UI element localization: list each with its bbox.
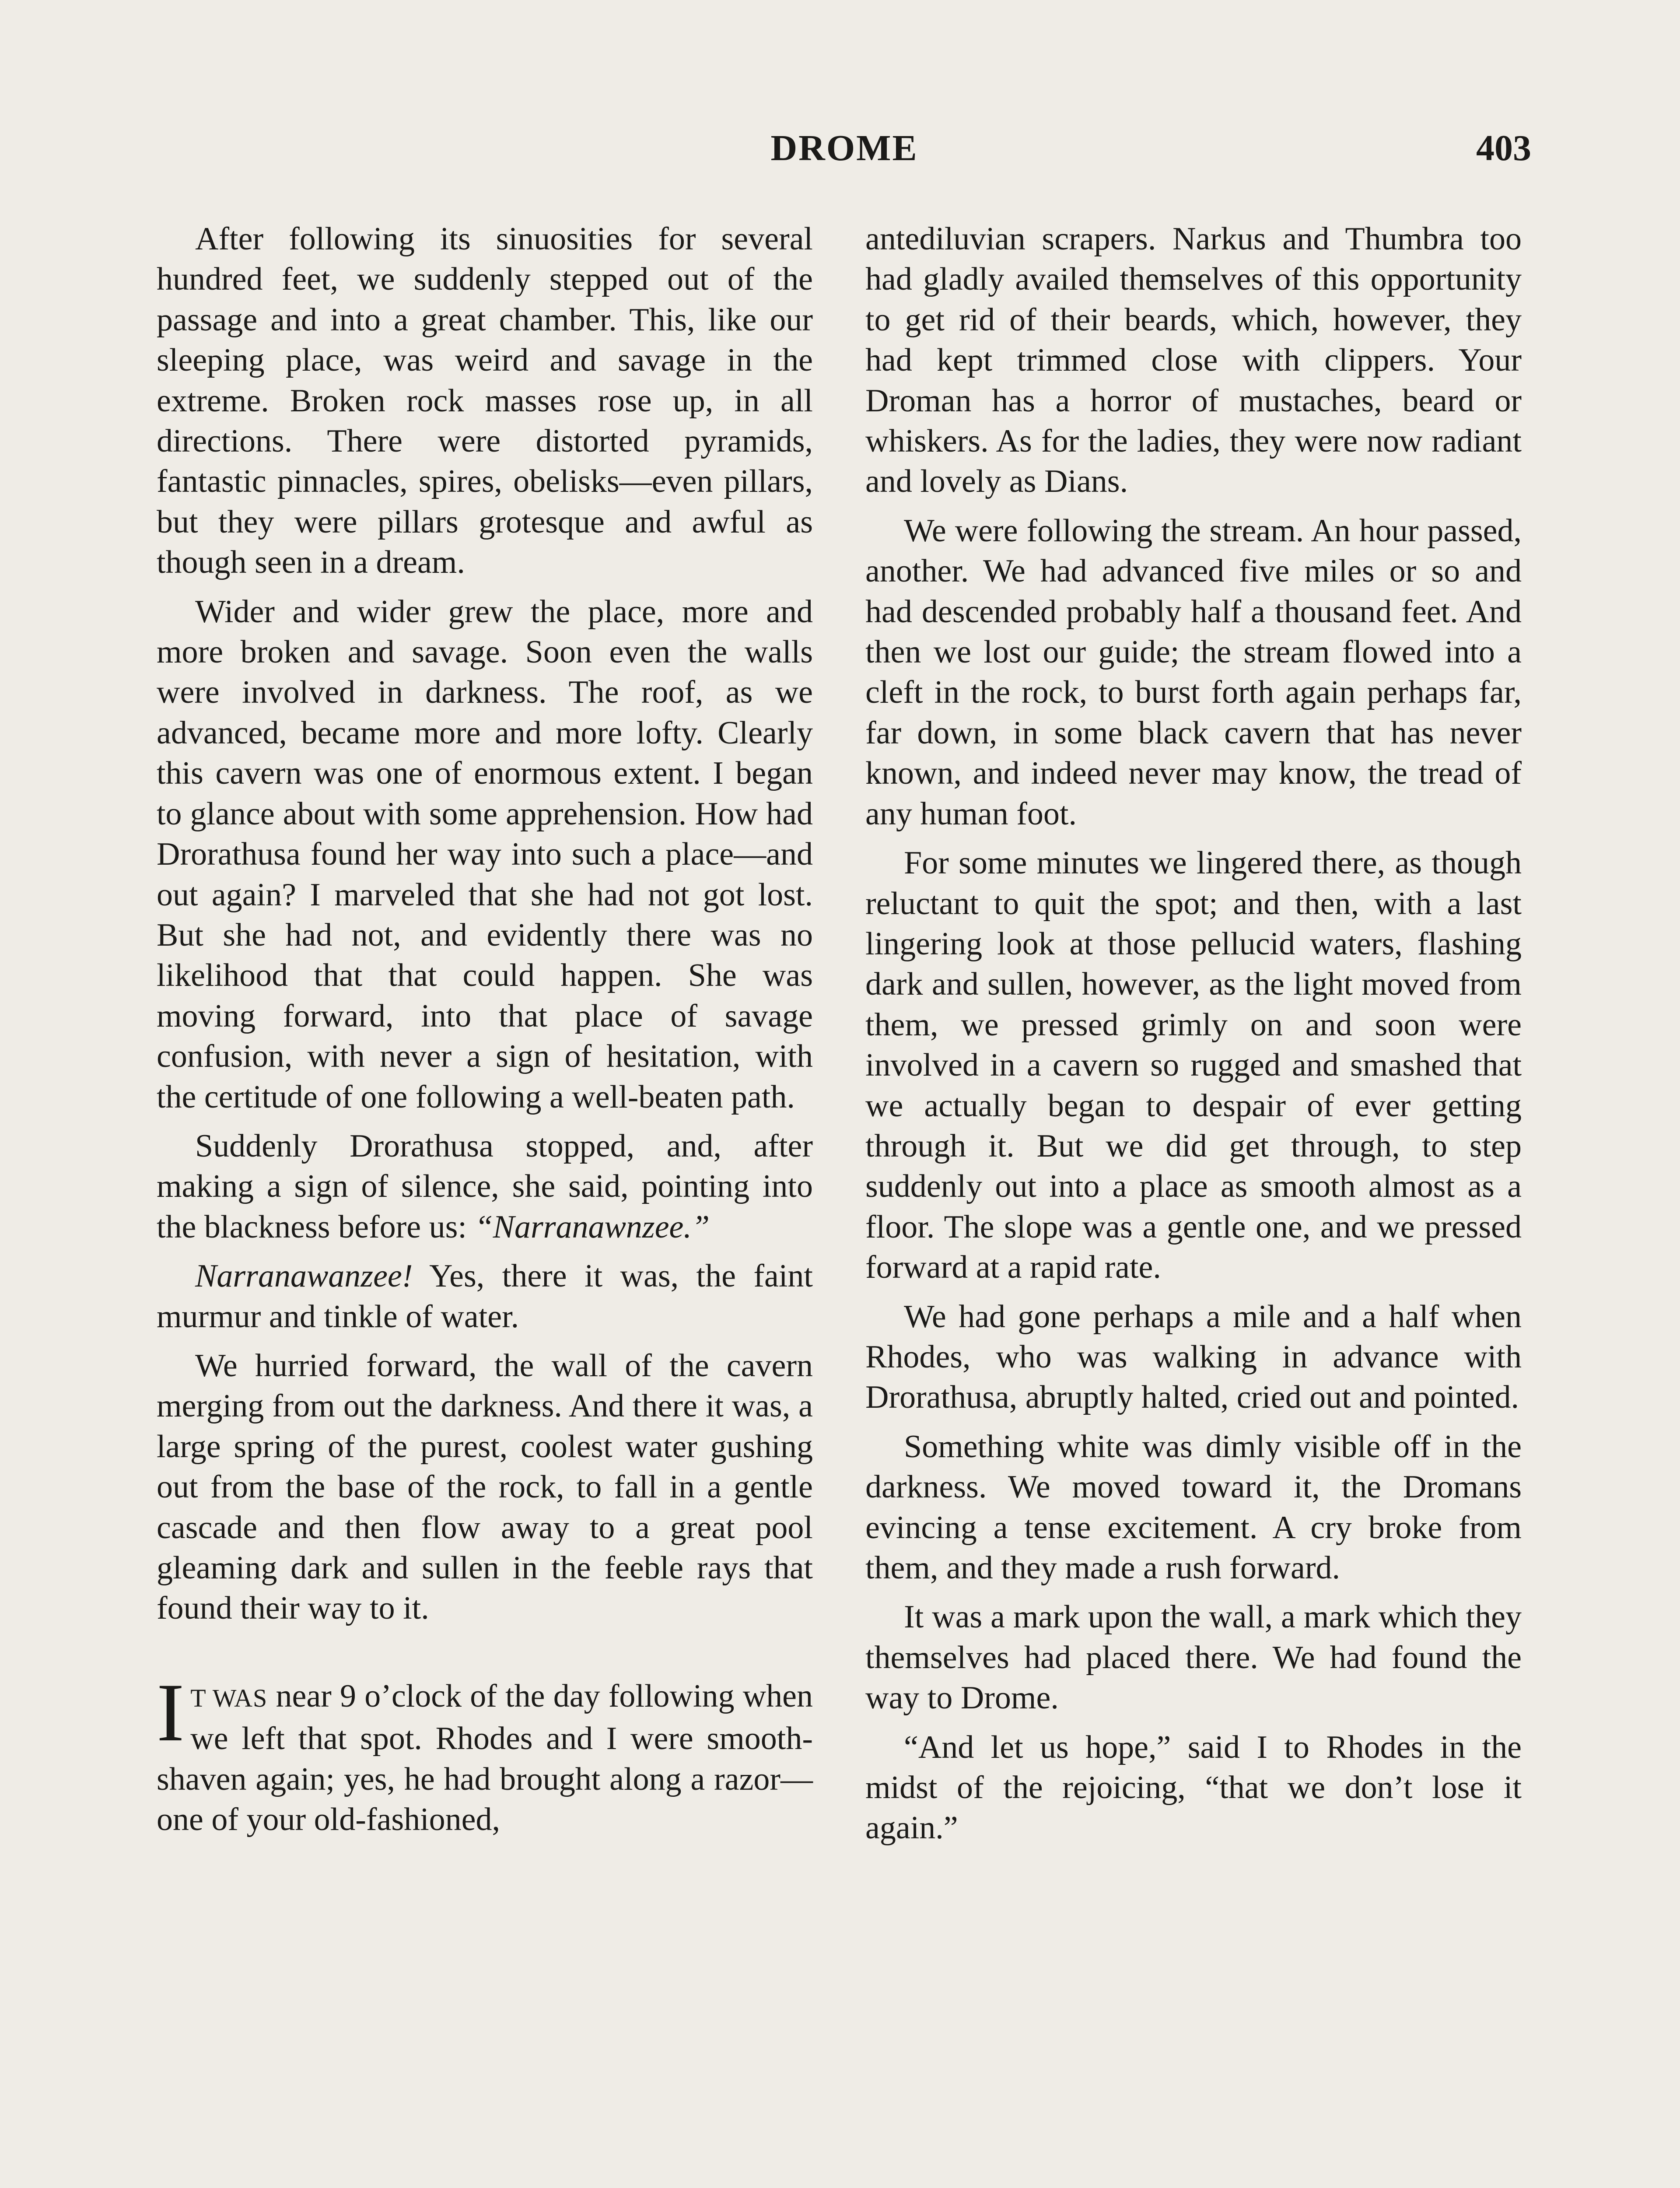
paragraph: “And let us hope,” said I to Rhodes in the midst of the rejoicing, “that we don’t lose it again.” <box>865 1729 1522 1846</box>
right-column <box>865 219 1522 1857</box>
paragraph <box>157 1256 813 1337</box>
paragraph: Wider and wider grew the place, more and more broken and savage. Soon even the walls were involved in darkness. The roof, as we advanced, became more and more lofty. Clearly this cavern was one of enormous extent. I began to glance about with some apprehension. How had Drorathusa found her way into such a place—and out again? I marveled that she had not got lost. But she had not, and evidently there was no likelihood that that could happen. She was moving forward, into that place of savage confusion, with never a sign of hesitation, with the certitude of one following a well-beaten path. <box>157 593 813 1115</box>
left-column <box>157 219 813 1848</box>
italic-word: Narranawanzee! <box>195 1258 413 1294</box>
paragraph-text: near 9 o’clock of the day following when we left that spot. Rhodes and I were smooth-shaven again; yes, he had brought along a razor—one of your old-fashioned, <box>157 1678 813 1838</box>
small-caps-lead: T WAS <box>190 1683 268 1712</box>
paragraph: After following its sinuosities for several hundred feet, we suddenly stepped out of the passage and into a great chamber. This, like our sleeping place, was weird and savage in the extreme. Broken rock masses rose up, in all directions. There were distorted pyramids, fantastic pinnacles, spires, obelisks—even pillars, but they were pillars grotesque and awful as though seen in a dream. <box>157 221 813 581</box>
paragraph <box>157 1126 813 1247</box>
paragraph: We had gone perhaps a mile and a half when Rhodes, who was walking in advance with Drorathusa, abruptly halted, cried out and pointed. <box>865 1298 1522 1416</box>
paragraph-text: Suddenly Drorathusa stopped, and, after making a sign of silence, she said, pointing into the blackness before us: <box>157 1128 813 1245</box>
continued-paragraph: antediluvian scrapers. Narkus and Thumbra too had gladly availed themselves of this opportunity to get rid of their beards, which, however, they had kept trimmed close with clippers. Your Droman has a horror of mustaches, beard or whiskers. As for the ladies, they were now radiant and lovely as Dians. <box>865 221 1522 500</box>
paragraph: It was a mark upon the wall, a mark which they themselves had placed there. We had found the way to Drome. <box>865 1599 1522 1716</box>
paragraph: For some minutes we lingered there, as though reluctant to quit the spot; and then, with a last lingering look at those pellucid waters, flashing dark and sullen, however, as the light moved from them, we pressed grimly on and soon were involved in a cavern so rugged and smashed that we actually began to despair of ever getting through it. But we did get through, to step suddenly out into a place as smooth almost as a floor. The slope was a gentle one, and we pressed forward at a rapid rate. <box>865 845 1522 1286</box>
drop-cap: I <box>157 1666 185 1759</box>
paragraph: We hurried forward, the wall of the cavern merging from out the darkness. And there it was, a large spring of the purest, coolest water gushing out from the base of the rock, to fall in a gentle cascade and then flow away to a great pool gleaming dark and sullen in the feeble rays that found their way to it. <box>157 1347 813 1627</box>
running-head <box>158 127 1531 171</box>
paragraph: We were following the stream. An hour passed, another. We had advanced five miles or so and had descended probably half a thousand feet. And then we lost our guide; the stream flowed into a cleft in the rock, to burst forth again perhaps far, far down, in some black cavern that has never known, and indeed never may know, the tread of any human foot. <box>865 512 1522 832</box>
paragraph: Something white was dimly visible off in the darkness. We moved toward it, the Dromans evincing a tense excitement. A cry broke from them, and they made a rush forward. <box>865 1428 1522 1586</box>
section-opening-paragraph <box>157 1666 813 1840</box>
running-title: DROME <box>770 128 918 168</box>
paragraph-text: Yes, there it was, the faint murmur and tinkle of water. <box>157 1258 813 1335</box>
page-number: 403 <box>1476 128 1531 168</box>
italic-quote: “Narranawnzee.” <box>475 1209 710 1245</box>
